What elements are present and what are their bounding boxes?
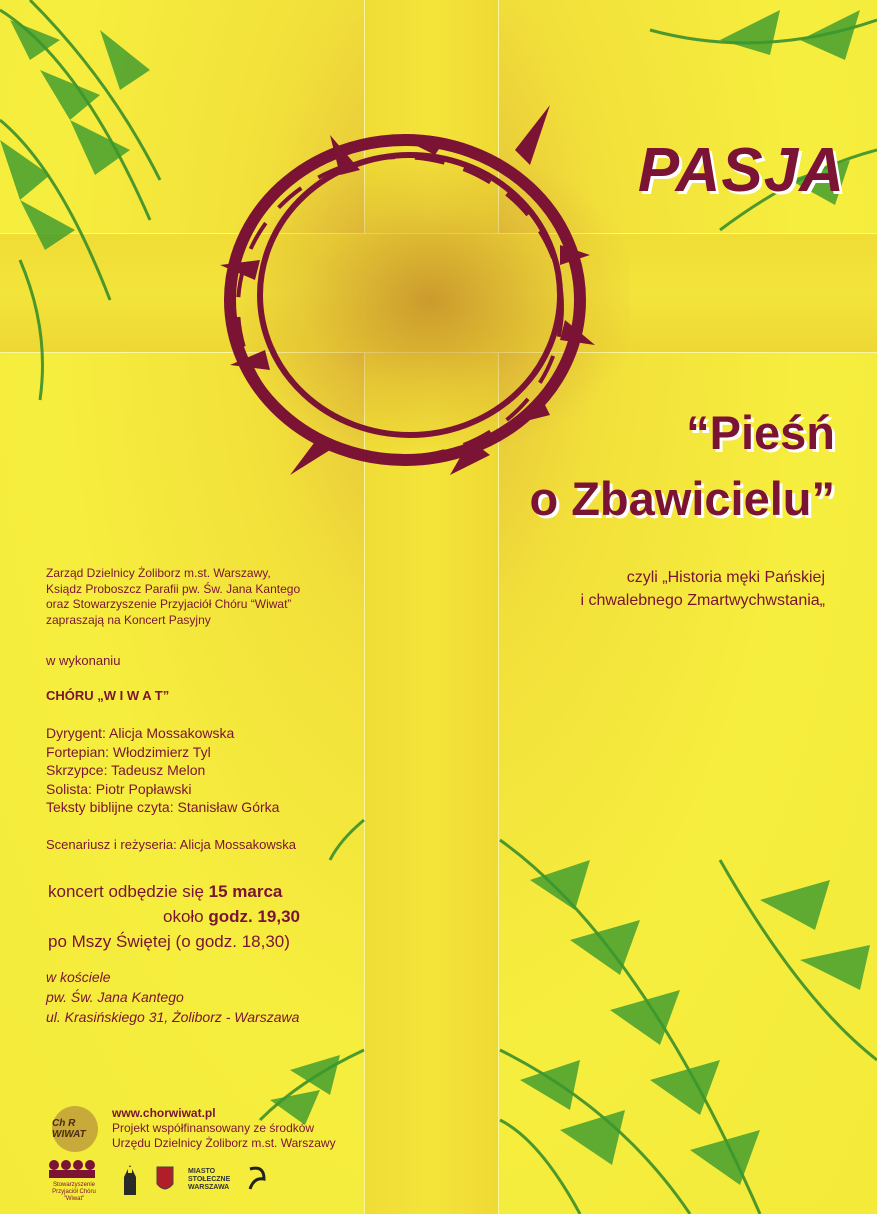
credit-line: Dyrygent: Alicja Mossakowska xyxy=(46,725,235,741)
subtitle xyxy=(580,566,825,612)
choir-logo xyxy=(52,1106,98,1152)
organizer-line: Ksiądz Proboszcz Parafii pw. Św. Jana Kantego xyxy=(46,581,301,596)
sponsor-logos xyxy=(44,1160,270,1200)
organizer-line: zapraszają na Koncert Pasyjny xyxy=(46,612,211,627)
choir-name: CHÓRU „W I W A T” xyxy=(46,688,170,703)
performance-label: w wykonaniu xyxy=(46,653,121,668)
venue-line: pw. Św. Jana Kantego xyxy=(46,989,184,1005)
city-logo-line: STOŁECZNE xyxy=(188,1176,231,1183)
venue-line: ul. Krasińskiego 31, Żoliborz - Warszawa xyxy=(46,1009,300,1025)
choir-logo-text: Ch R WIWAT xyxy=(52,1118,86,1140)
venue-info xyxy=(46,967,299,1027)
credits-list xyxy=(46,724,279,817)
concert-info xyxy=(48,879,300,954)
organizer-line: oraz Stowarzyszenie Przyjaciół Chóru “Wiwat” xyxy=(46,597,292,611)
city-logo xyxy=(188,1168,230,1192)
concert-date-line xyxy=(48,879,300,904)
concert-mass-line: po Mszy Świętej (o godz. 18,30) xyxy=(48,932,290,951)
poster-title: PASJA xyxy=(637,136,845,205)
subtitle-line-2: i chwalebnego Zmartwychwstania„ xyxy=(580,592,825,609)
script-direction: Scenariusz i reżyseria: Alicja Mossakowska xyxy=(46,837,296,852)
city-logo-line: WARSZAWA xyxy=(188,1184,230,1191)
city-logo-line: MIASTO xyxy=(188,1168,216,1175)
singers-icon xyxy=(46,1157,102,1179)
church-icon xyxy=(118,1163,142,1197)
concert-time: godz. 19,30 xyxy=(208,907,300,926)
concert-time-line xyxy=(48,904,300,929)
credit-line: Solista: Piotr Popławski xyxy=(46,780,192,797)
city-crest-icon xyxy=(156,1166,174,1194)
subtitle-line-1: czyli „Historia męki Pańskiej xyxy=(626,569,825,586)
organizers-text xyxy=(46,566,300,628)
district-logo-icon xyxy=(244,1165,270,1195)
concert-date-prefix: koncert odbędzie się xyxy=(48,882,209,901)
funding-line: Urzędu Dzielnicy Żoliborz m.st. Warszawy xyxy=(112,1136,336,1150)
funding-note xyxy=(112,1121,336,1151)
credit-line: Teksty biblijne czyta: Stanisław Górka xyxy=(46,799,280,815)
organizer-line: Zarząd Dzielnicy Żoliborz m.st. Warszawy, xyxy=(46,566,271,580)
funding-line: Projekt współfinansowany ze środków xyxy=(112,1121,315,1135)
song-title-line-2: o Zbawicielu” xyxy=(529,472,835,525)
concert-time-prefix: około xyxy=(162,907,209,926)
credit-line: Fortepian: Włodzimierz Tyl xyxy=(46,743,211,760)
song-title xyxy=(529,400,835,532)
concert-date: 15 marca xyxy=(208,882,283,901)
association-logo xyxy=(44,1157,104,1203)
website-link[interactable]: www.chorwiwat.pl xyxy=(112,1106,216,1120)
association-name: Stowarzyszenie Przyjaciół Chóru "Wiwat" xyxy=(52,1182,96,1202)
venue-line: w kościele xyxy=(46,969,111,985)
song-title-line-1: “Pieśń xyxy=(686,406,835,459)
credit-line: Skrzypce: Tadeusz Melon xyxy=(46,762,206,778)
